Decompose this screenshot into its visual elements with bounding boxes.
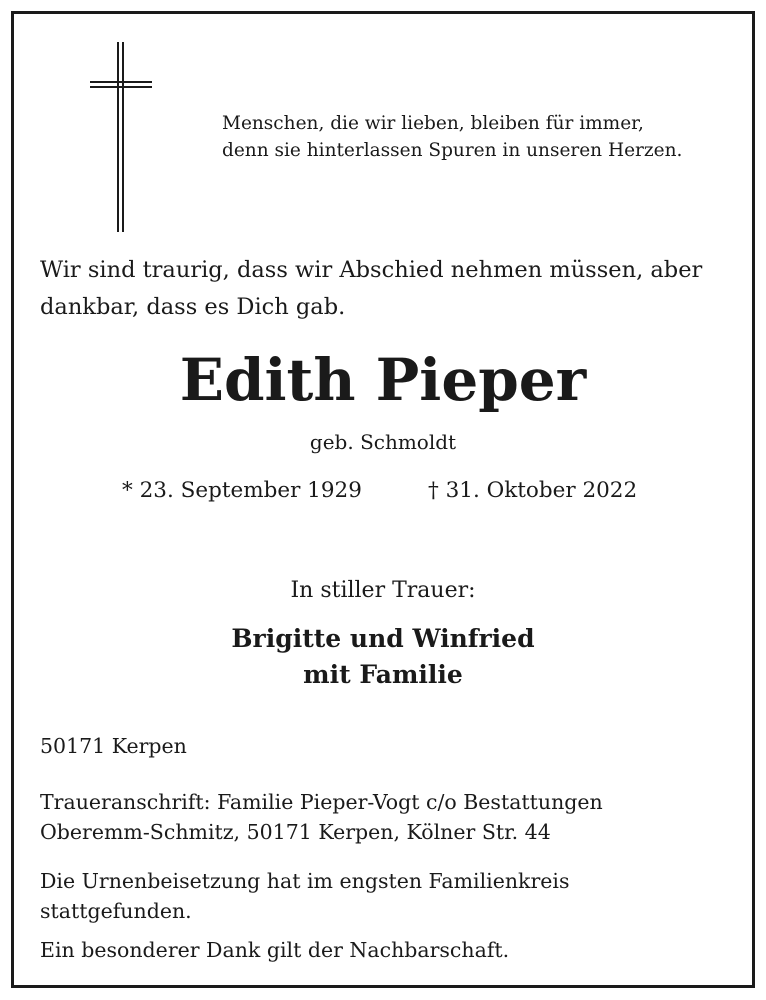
mourners: [0, 621, 766, 693]
mourners-line: Brigitte und Winfried: [231, 624, 535, 653]
mourning-heading: In stiller Trauer:: [290, 578, 476, 603]
motto-line: denn sie hinterlassen Spuren in unseren Herzen.: [222, 140, 683, 161]
address-line: Oberemm-Schmitz, 50171 Kerpen, Kölner Str. 44: [40, 820, 551, 844]
deceased-name: Edith Pieper: [179, 346, 587, 414]
thanks-note: Ein besonderer Dank gilt der Nachbarschaft.: [40, 938, 510, 962]
intro-text: [40, 252, 702, 326]
motto-line: Menschen, die wir lieben, bleiben für immer,: [222, 113, 644, 134]
mourners-line: mit Familie: [303, 660, 463, 689]
birth-date: * 23. September 1929: [122, 478, 362, 503]
intro-line: Wir sind traurig, dass wir Abschied nehmen müssen, aber: [40, 257, 703, 283]
intro-line: dankbar, dass es Dich gab.: [40, 294, 346, 320]
city: 50171 Kerpen: [40, 734, 187, 758]
burial-note: [40, 866, 570, 926]
death-date: † 31. Oktober 2022: [428, 478, 638, 503]
burial-note-line: Die Urnenbeisetzung hat im engsten Familienkreis: [40, 869, 570, 893]
mourning-address: [40, 787, 603, 847]
maiden-name: geb. Schmoldt: [309, 430, 457, 454]
motto-quote: [222, 110, 682, 164]
address-line: Traueranschrift: Familie Pieper-Vogt c/o Bestattungen: [40, 790, 603, 814]
cross-icon: [90, 42, 152, 232]
burial-note-line: stattgefunden.: [40, 899, 192, 923]
